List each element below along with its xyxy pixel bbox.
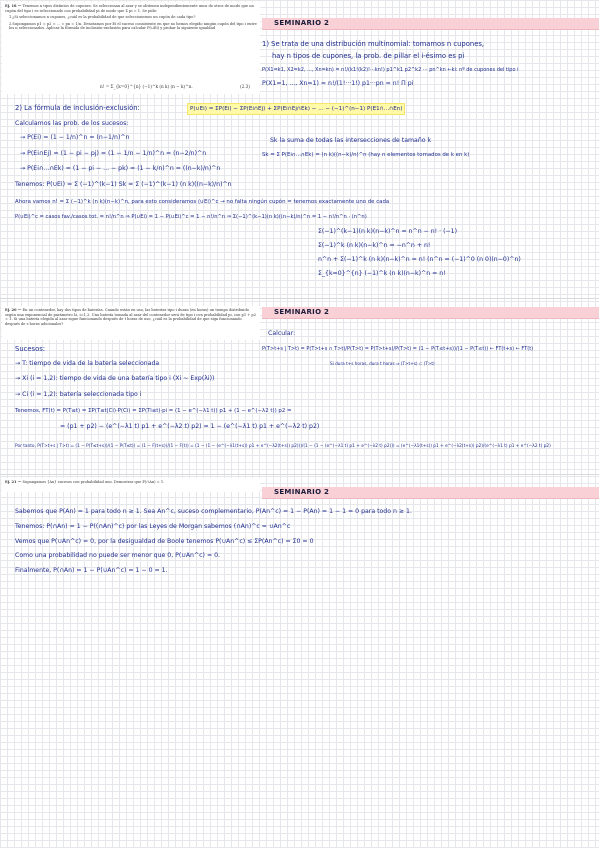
ej20-calcular-heading: Calcular: xyxy=(268,330,296,337)
ej18-formula-number: (2.3) xyxy=(240,84,250,89)
ej18-step-2: Σ(−1)^k (n k)(n−k)^n = −n^n + n! xyxy=(318,242,431,249)
ej21-line-5: Finalmente, P(∩An) = 1 − P(∪An^c) = 1 − 0 = 1. xyxy=(15,567,168,574)
ej18-inclusion-exclusion-formula: P(∪Ei) = ΣP(Ei) − ΣP(Ei∩Ej) + ΣP(Ei∩Ej∩Ek) − ... − (−1)^(n−1) P(E1∩...∩En) xyxy=(190,106,403,112)
ej21-body: Supongamos {An} sucesos con probabilidad uno. Demostrar que P(∩An) = 1. xyxy=(22,480,165,484)
ej18-question-1: 1.¿Si seleccionamos n cupones, ¿cuál es la probabilidad de que seleccionemos un cupón de cada tipo? xyxy=(9,15,196,20)
ej21-statement xyxy=(2,478,260,492)
ej18-banner-label: SEMINARIO 2 xyxy=(274,19,330,27)
ej20-banner xyxy=(262,307,599,319)
ej20-conclusion: Por tanto, P(T>t+s | T>t) = (1 − P(T≤t+s))/(1 − P(T≤t)) = (1 − F(t+s))/(1 − F(t)) = (1 − (1 − (e^(−λ1(t+s)) p1 + e^(−λ2(t+s)) p2)))/(1 − (1 − (e^(−λ1 t) p1 + e^(−λ2 t) p2))) = (e^(−λ1(t+s)) p1 + e^(−λ2(t+s)) p2)/(e^(−λ1 t) p1 + e^(−λ2 t) p2) xyxy=(15,444,551,449)
ej21-banner-label: SEMINARIO 2 xyxy=(274,488,330,496)
ej18-sk-formula: Sk = Σ P(Ei∩...∩Ek) = (n k)((n−k)/n)^n (hay n elementos tomados de k en k) xyxy=(262,152,470,158)
section-divider-2 xyxy=(0,474,599,475)
ej20-cdf-simplified: = (p1 + p2) − (e^(−λ1 t) p1 + e^(−λ2 t) p2) = 1 − (e^(−λ1 t) p1 + e^(−λ2 t) p2) xyxy=(60,423,320,430)
ej21-line-4: Como una probabilidad no puede ser menor que 0, P(∪An^c) = 0. xyxy=(15,552,220,559)
ej18-ahora-vamos: Ahora vamos n! = Σ (−1)^k (n k)(n−k)^n, para esto consideramos (∪Ei)^c → no falta ningún cupón = tenemos exactamente uno de cada xyxy=(15,199,390,205)
ej18-final-identity: Σ_{k=0}^{n} (−1)^k (n k)(n−k)^n = n! xyxy=(318,270,446,277)
ej18-step-3: n^n + Σ(−1)^k (n k)(n−k)^n = n! (n^n = (−1)^0 (n 0)(n−0)^n) xyxy=(318,256,521,263)
ej18-prob-ei-ek: → P(Ei∩...∩Ek) = (1 − pi − ... − pk) = (1 − k/n)^n = ((n−k)/n)^n xyxy=(20,165,221,172)
ej20-def-xi: → Xi (i = 1,2): tiempo de vida de una batería tipo i (Xi ∼ Exp(λi)) xyxy=(15,375,215,382)
ej21-title: Ej. 21 — xyxy=(5,480,22,484)
ej21-banner xyxy=(262,487,599,499)
ej18-body: Tenemos n tipos distintos de cupones. Se seleccionan al azar y se obtienen independientemente unos de otros de modo que un cupón del tipo i es seleccionado con probabilidad pi de modo que Σ pi = 1. Se pide: xyxy=(5,4,254,13)
ej18-formula: n! = Σ_{k=0}^{n} (−1)^k (n k) (n − k)^n. xyxy=(100,84,193,89)
ej20-def-ci: → Ci (i = 1,2): batería seleccionada tipo i xyxy=(15,391,142,398)
ej18-calc-heading: Calculamos las prob. de los sucesos: xyxy=(15,120,129,127)
ej18-inclusion-exclusion-heading: 2) La fórmula de inclusión-exclusión: xyxy=(15,104,140,112)
ej18-question-2: 2.Supongamos p1 = p2 = ... = pn = 1/n. Denotamos por Ei el suceso consistente en que no hemos elegido ningún cupón del tipo i entre los n seleccionados. Aplicar la fórmula de inclusión-exclusión para calcular P(∪Ei) y probar la siguiente igualdad xyxy=(9,21,257,31)
ej18-title: Ej. 18 — xyxy=(5,4,22,8)
ej20-title: Ej. 20 — xyxy=(5,308,22,312)
ej18-tenemos: Tenemos: P(∪Ei) = Σ (−1)^(k−1) Sk = Σ (−1)^(k−1) (n k)((n−k)/n)^n xyxy=(15,181,232,188)
ej21-line-2: Tenemos: P(∩An) = 1 − P((∩An)^c) por las Leyes de Morgan sabemos (∩An)^c = ∪An^c xyxy=(15,523,291,530)
ej20-conditional-prob: P(T>t+s | T>t) = P(T>t+s ∩ T>t)/P(T>t) = P(T>t+s)/P(T>t) = (1 − P(T≤t+s))/(1 − P(T≤t)) ← FT(t+s) ← FT(t) xyxy=(262,346,534,352)
ej18-answer-1-result: P(X1=1, ..., Xn=1) = n!/(1!···1!) p1···pn = n! Π pi xyxy=(262,80,414,87)
ej18-banner xyxy=(262,18,599,30)
ej18-step-1: Σ(−1)^(k−1)(n k)(n−k)^n = n^n − n! · (−1) xyxy=(318,228,458,235)
ej20-body: En un contenedor, hay dos tipos de baterías. Cuando están en uso, las baterías tipo i duran (en horas) un tiempo distribuido según una exponencial de parámetro λi, i=1,2. Una batería tomada al azar del contenedor será de tipo i con probabilidad pi, con p1 + p2 = 1. Si una batería elegida al azar sigue funcionando después de t horas de uso, ¿cuál es la probabilidad de que siga funcionando después de s horas adicionales? xyxy=(5,308,256,326)
ej21-line-1: Sabemos que P(An) = 1 para todo n ≥ 1. Sea An^c, suceso complementario, P(An^c) = 1 − P(An) = 1 − 1 = 0 para todo n ≥ 1. xyxy=(15,508,412,515)
ej18-statement xyxy=(2,2,260,94)
ej18-answer-1-line-1: 1) Se trata de una distribución multinomial: tomamos n cupones, xyxy=(262,40,485,48)
ej20-cdf: Tenemos, FT(t) = P(T≤t) = ΣP(T≤t|Ci)·P(Ci) = ΣP(Ti≤t)·pi = (1 − e^(−λ1 t)) p1 + (1 − e^(−λ2 t)) p2 = xyxy=(15,408,292,414)
ej18-intro xyxy=(5,4,257,13)
ej18-prob-ei-ej: → P(Ei∩Ej) = (1 − pi − pj) = (1 − 1/n − 1/n)^n = (n−2/n)^n xyxy=(20,150,207,157)
section-divider-1 xyxy=(0,298,599,299)
ej20-banner-label: SEMINARIO 2 xyxy=(274,308,330,316)
ej18-answer-1-line-2: hay n tipos de cupones, la prob. de pillar el i-ésimo es pi xyxy=(272,52,465,60)
ej20-subset-note: Si dura t+s horas, dura t horas ⇒ (T>t+s) ⊂ (T>t) xyxy=(330,361,435,366)
ej18-multinomial-formula: P(X1=k1, X2=k2, ..., Xn=kn) = n!/(k1!(k2)!···kn!) p1^k1 p2^k2 ··· pn^kn ←ki: nº de cupones del tipo i xyxy=(262,67,519,73)
ej20-statement xyxy=(2,306,260,340)
ej20-def-t: → T: tiempo de vida de la batería seleccionada xyxy=(15,360,160,367)
ej20-sucesos-heading: Sucesos: xyxy=(15,345,46,353)
ej18-prob-ei: → P(Ei) = (1 − 1/n)^n = (n−1/n)^n xyxy=(20,134,130,141)
ej21-line-3: Vemos que P(∪An^c) = 0, por la desigualdad de Boole tenemos P(∪An^c) ≤ ΣP(An^c) = Σ0 = 0 xyxy=(15,538,314,545)
ej18-sk-description: Sk la suma de todas las intersecciones de tamaño k xyxy=(270,137,432,144)
ej18-complement-prob: P(∪Ei)^c = casos fav./casos tot. = n!/n^n ⇒ P(∪Ei) = 1 − P(∪Ei)^c = 1 − n!/n^n ⇒ Σ(−1)^(k−1)(n k)((n−k)/n)^n = 1 − n!/n^n · (n^n) xyxy=(15,214,367,220)
